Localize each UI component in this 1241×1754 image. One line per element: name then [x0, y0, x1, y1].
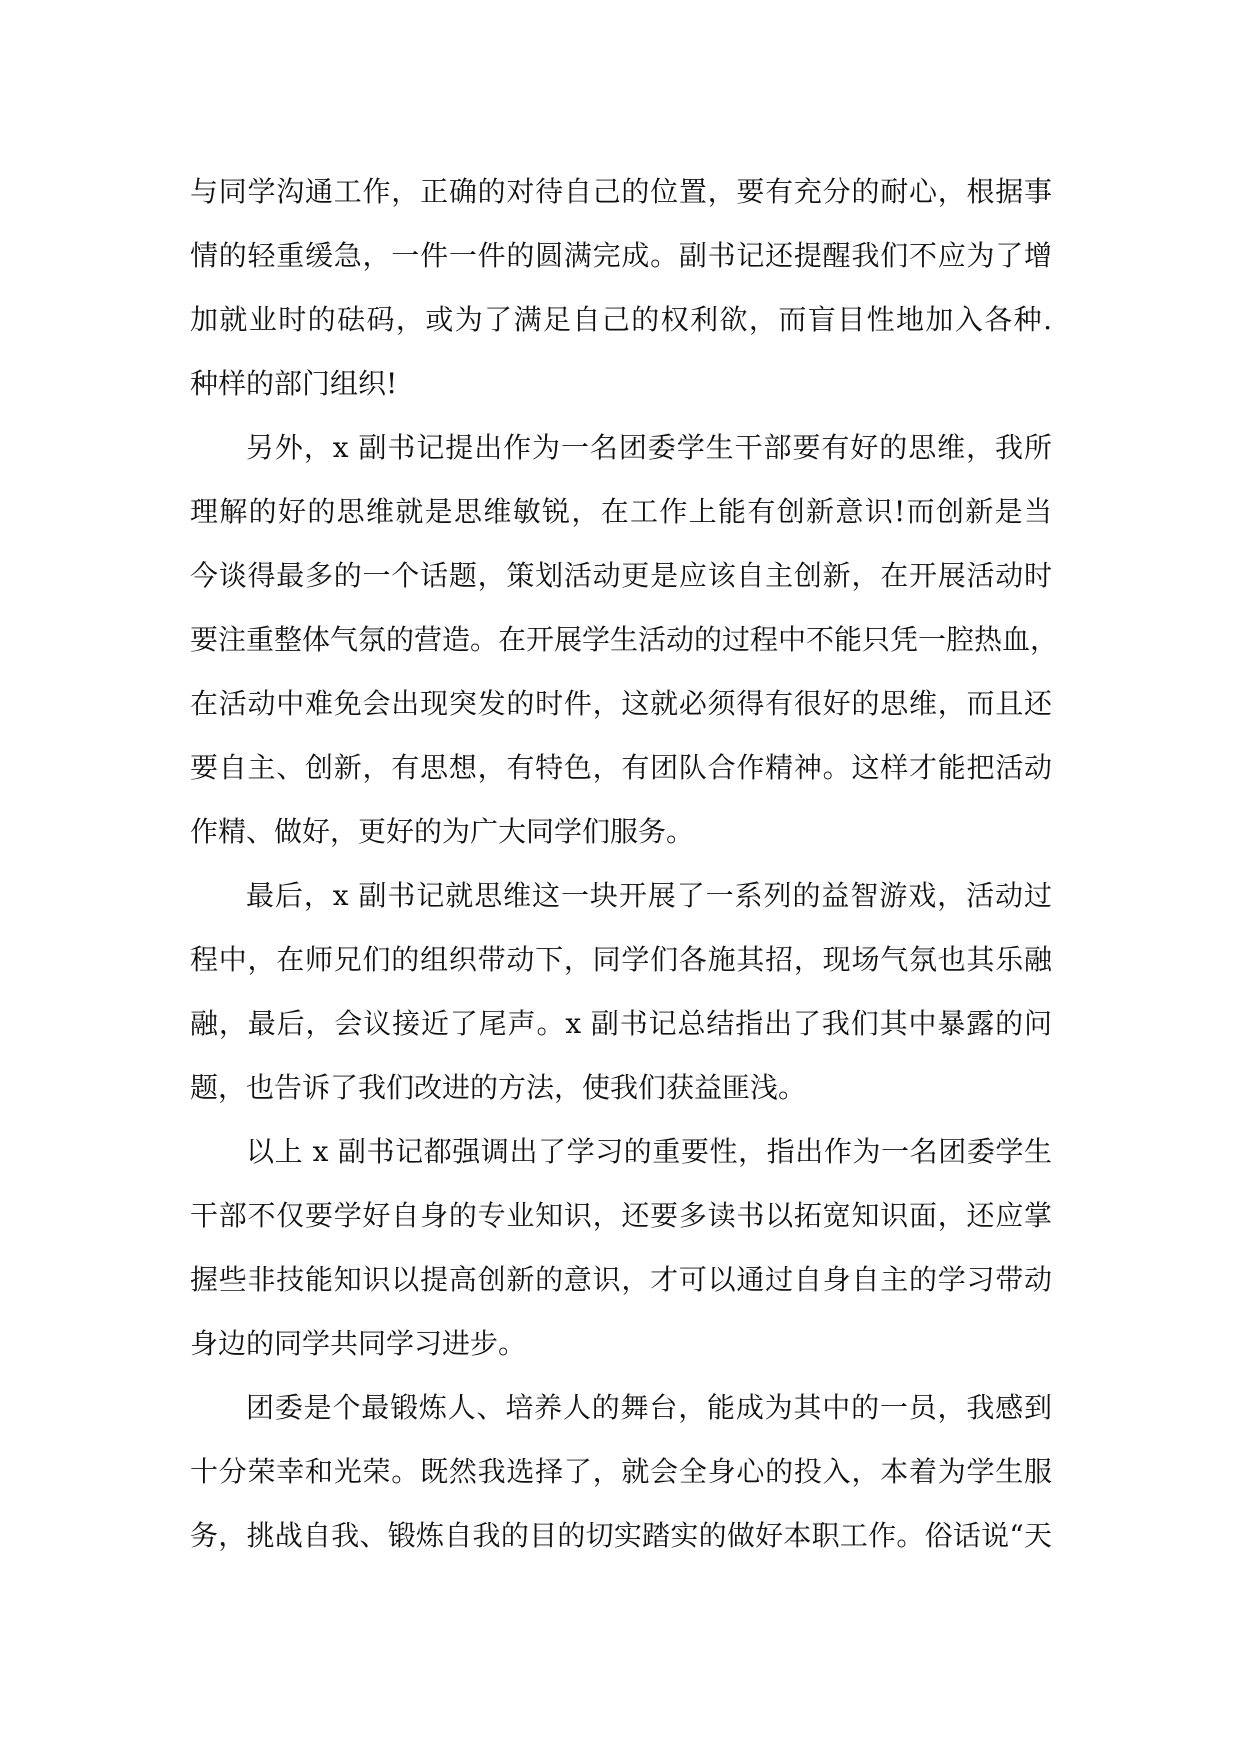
text-line: 最后，x 副书记就思维这一块开展了一系列的益智游戏，活动过	[246, 879, 1052, 912]
text-line: 情的轻重缓急，一件一件的圆满完成。副书记还提醒我们不应为了增	[190, 239, 1052, 272]
text-line: 程中，在师兄们的组织带动下，同学们各施其招，现场气氛也其乐融	[190, 943, 1052, 976]
text-line: 干部不仅要学好自身的专业知识，还要多读书以拓宽知识面，还应掌	[190, 1199, 1052, 1232]
text-line: 团委是个最锻炼人、培养人的舞台，能成为其中的一员，我感到	[246, 1391, 1052, 1424]
text-line: 以上 x 副书记都强调出了学习的重要性，指出作为一名团委学生	[246, 1135, 1052, 1168]
document-body	[190, 160, 1059, 1568]
paragraph-5	[190, 1376, 1052, 1568]
paragraph-1	[190, 160, 1052, 416]
text-line: 身边的同学共同学习进步。	[190, 1327, 527, 1360]
paragraph-4	[190, 1120, 1052, 1376]
text-line: 另外，x 副书记提出作为一名团委学生干部要有好的思维，我所	[246, 431, 1052, 464]
paragraph-3	[190, 864, 1052, 1120]
text-line: 握些非技能知识以提高创新的意识，才可以通过自身自主的学习带动	[190, 1263, 1052, 1296]
paragraph-2	[190, 416, 1059, 864]
text-line: 务，挑战自我、锻炼自我的目的切实踏实的做好本职工作。俗话说“天	[190, 1519, 1052, 1552]
text-line: 今谈得最多的一个话题，策划活动更是应该自主创新，在开展活动时	[190, 559, 1052, 592]
text-line: 加就业时的砝码，或为了满足自己的权利欲，而盲目性地加入各种.	[190, 303, 1052, 336]
text-line: 在活动中难免会出现突发的时件，这就必须得有很好的思维，而且还	[190, 687, 1052, 720]
text-line: 要注重整体气氛的营造。在开展学生活动的过程中不能只凭一腔热血，	[190, 623, 1059, 656]
text-line: 融，最后，会议接近了尾声。x 副书记总结指出了我们其中暴露的问	[190, 1007, 1052, 1040]
text-line: 要自主、创新，有思想，有特色，有团队合作精神。这样才能把活动	[190, 751, 1052, 784]
text-line: 作精、做好，更好的为广大同学们服务。	[190, 815, 695, 848]
text-line: 种样的部门组织!	[190, 367, 398, 400]
text-line: 十分荣幸和光荣。既然我选择了，就会全身心的投入，本着为学生服	[190, 1455, 1052, 1488]
text-line: 理解的好的思维就是思维敏锐，在工作上能有创新意识!而创新是当	[190, 495, 1052, 528]
text-line: 题，也告诉了我们改进的方法，使我们获益匪浅。	[190, 1071, 807, 1104]
text-line: 与同学沟通工作，正确的对待自己的位置，要有充分的耐心，根据事	[190, 175, 1052, 208]
